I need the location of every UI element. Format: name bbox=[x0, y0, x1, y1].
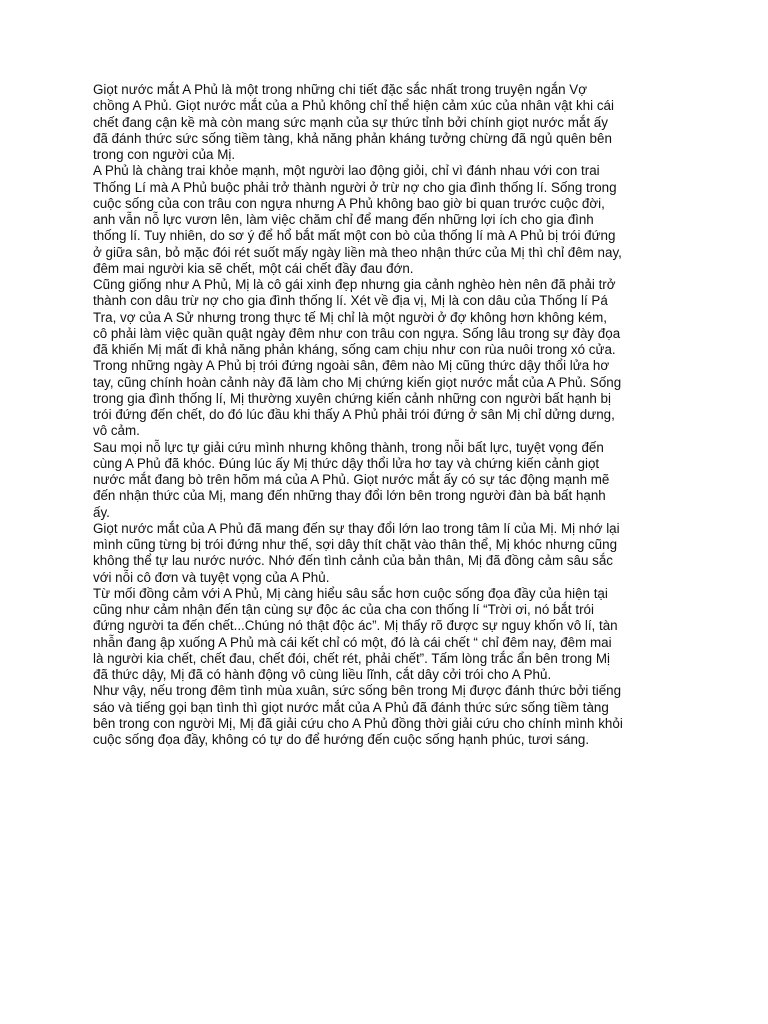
paragraph-3: Cũng giống như A Phủ, Mị là cô gái xinh đẹp nhưng gia cảnh nghèo hèn nên đã phải trở thành con dâu trừ nợ cho gia đình thống lí. Xét về địa vị, Mị là con dâu của Thống lí Pá Tra, vợ của A Sử nhưng trong thực tế Mị chỉ là một người ở đợ không hơn không kém, cô phải làm việc quần quật ngày đêm như con trâu con ngựa. Sống lâu trong sự đày đọa đã khiến Mị mất đi khả năng phản kháng, sống cam chịu như con rùa nuôi trong xó cửa. Trong những ngày A Phủ bị trói đứng ngoài sân, đêm nào Mị cũng thức dậy thổi lửa hơ tay, cũng chính hoàn cảnh này đã làm cho Mị chứng kiến giọt nước mắt của A Phủ. Sống trong gia đình thống lí, Mị thường xuyên chứng kiến cảnh những con người bất hạnh bị trói đứng đến chết, do đó lúc đầu khi thấy A Phủ phải trói đứng ở sân Mị chỉ dửng dưng, vô cảm. bbox=[93, 277, 622, 439]
paragraph-5: Giọt nước mắt của A Phủ đã mang đến sự thay đổi lớn lao trong tâm lí của Mị. Mị nhớ lại mình cũng từng bị trói đứng như thế, sợi dây thít chặt vào thân thể, Mị khóc nhưng cũng không thể tự lau nước nước. Nhớ đến tình cảnh của bản thân, Mị đã đồng cảm sâu sắc với nỗi cô đơn và tuyệt vọng của A Phủ. bbox=[93, 520, 620, 585]
paragraph-4: Sau mọi nỗ lực tự giải cứu mình nhưng không thành, trong nỗi bất lực, tuyệt vọng đến cùng A Phủ đã khóc. Đúng lúc ấy Mị thức dậy thổi lửa hơ tay và chứng kiến cảnh giọt nước mắt đang bò trên hõm má của A Phủ. Giọt nước mắt ấy có sự tác động mạnh mẽ đến nhận thức của Mị, mang đến những thay đổi lớn bên trong người đàn bà bất hạnh ấy. bbox=[93, 439, 610, 520]
paragraph-6: Từ mối đồng cảm với A Phủ, Mị càng hiểu sâu sắc hơn cuộc sống đọa đầy của hiện tại cũng như cảm nhận đến tận cùng sự độc ác của cha con thống lí “Trời ơi, nó bắt trói đứng người ta đến chết...Chúng nó thật độc ác”. Mị thấy rõ được sự nguy khốn vô lí, tàn nhẫn đang ập xuống A Phủ mà cái kết chỉ có một, đó là cái chết “ chỉ đêm nay, đêm mai là người kia chết, chết đau, chết đói, chết rét, phải chết”. Tấm lòng trắc ẩn bên trong Mị đã thức dậy, Mị đã có hành động vô cùng liều lĩnh, cắt dây cởi trói cho A Phủ. bbox=[93, 585, 618, 682]
paragraph-2: A Phủ là chàng trai khỏe mạnh, một người lao động giỏi, chỉ vì đánh nhau với con trai Thống Lí mà A Phủ buộc phải trở thành người ở trừ nợ cho gia đình thống lí. Sống trong cuộc sống của con trâu con ngựa nhưng A Phủ không bao giờ bi quan trước cuộc đời, anh vẫn nỗ lực vươn lên, làm việc chăm chỉ để mang đến những lợi ích cho gia đình thống lí. Tuy nhiên, do sơ ý để hổ bắt mất một con bò của thống lí mà A Phủ bị trói đứng ở giữa sân, bỏ mặc đói rét suốt mấy ngày liền mà theo nhận thức của Mị thì chỉ đêm nay, đêm mai người kia sẽ chết, một cái chết đầy đau đớn. bbox=[93, 163, 622, 276]
paragraph-1: Giọt nước mắt A Phủ là một trong những chi tiết đặc sắc nhất trong truyện ngắn Vợ chồng A Phủ. Giọt nước mắt của a Phủ không chỉ thể hiện cảm xúc của nhân vật khi cái chết đang cận kề mà còn mang sức mạnh của sự thức tỉnh bởi chính giọt nước mắt ấy đã đánh thức sức sống tiềm tàng, khả năng phản kháng tưởng chừng đã ngủ quên bên trong con người của Mị. bbox=[93, 82, 614, 162]
document-page bbox=[93, 82, 623, 748]
paragraph-7: Như vậy, nếu trong đêm tình mùa xuân, sức sống bên trong Mị được đánh thức bởi tiếng sáo và tiếng gọi bạn tình thì giọt nước mắt của A Phủ đã đánh thức sức sống tiềm tàng bên trong con người Mị, Mị đã giải cứu cho A Phủ đồng thời giải cứu cho chính mình khỏi cuộc sống đọa đầy, không có tự do để hướng đến cuộc sống hạnh phúc, tươi sáng. bbox=[93, 683, 623, 747]
